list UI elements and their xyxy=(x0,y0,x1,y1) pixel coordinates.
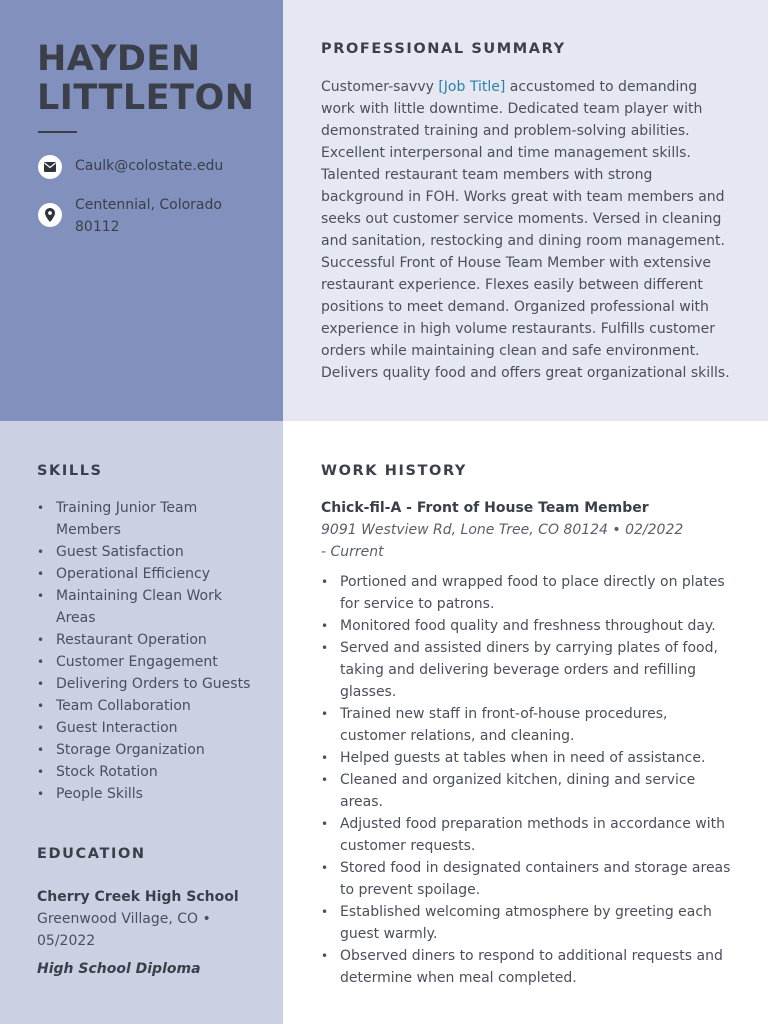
duty-item: • Served and assisted diners by carrying plates of food, taking and delivering beverage orders and refilling glasses. xyxy=(321,637,736,703)
name-divider xyxy=(38,131,77,133)
duty-item: • Portioned and wrapped food to place directly on plates for service to patrons. xyxy=(321,571,736,615)
duty-item: • Adjusted food preparation methods in accordance with customer requests. xyxy=(321,813,736,857)
skill-item: • Guest Interaction xyxy=(37,717,262,739)
skill-item: • Team Collaboration xyxy=(37,695,262,717)
degree: High School Diploma xyxy=(37,961,201,977)
education-heading: EDUCATION xyxy=(37,846,146,862)
contact-address xyxy=(38,194,268,238)
duty-item: • Cleaned and organized kitchen, dining and service areas. xyxy=(321,769,736,813)
map-pin-icon xyxy=(38,203,62,227)
work-history-heading: WORK HISTORY xyxy=(321,463,468,479)
skill-item: • Operational Efficiency xyxy=(37,563,262,585)
envelope-icon xyxy=(38,155,62,179)
job-title: Chick-fil-A - Front of House Team Member xyxy=(321,500,649,516)
duty-item: • Established welcoming atmosphere by greeting each guest warmly. xyxy=(321,901,736,945)
candidate-name xyxy=(37,40,255,118)
duty-item: • Observed diners to respond to additional requests and determine when meal completed. xyxy=(321,945,736,989)
first-name: HAYDEN xyxy=(37,39,201,79)
summary-text xyxy=(321,76,731,384)
duty-item: • Monitored food quality and freshness throughout day. xyxy=(321,615,736,637)
skill-item: • Restaurant Operation xyxy=(37,629,262,651)
contact-email xyxy=(38,155,268,179)
school-name: Cherry Creek High School xyxy=(37,889,239,905)
duty-item: • Trained new staff in front-of-house procedures, customer relations, and cleaning. xyxy=(321,703,736,747)
duty-item: • Stored food in designated containers and storage areas to prevent spoilage. xyxy=(321,857,736,901)
school-location-date: Greenwood Village, CO • 05/2022 xyxy=(37,911,211,949)
skill-item: • Customer Engagement xyxy=(37,651,262,673)
last-name: LITTLETON xyxy=(37,78,255,118)
job-title-placeholder: [Job Title] xyxy=(438,79,506,95)
skill-item: • People Skills xyxy=(37,783,262,805)
summary-text-lead: Customer-savvy xyxy=(321,79,439,95)
skill-item: • Training Junior Team Members xyxy=(37,497,262,541)
summary-heading: PROFESSIONAL SUMMARY xyxy=(321,41,566,57)
duty-item: • Helped guests at tables when in need of assistance. xyxy=(321,747,736,769)
skill-item: • Delivering Orders to Guests xyxy=(37,673,262,695)
skill-item: • Storage Organization xyxy=(37,739,262,761)
skills-list xyxy=(37,497,262,805)
job-duties-list xyxy=(321,571,736,989)
summary-text-body: accustomed to demanding work with little downtime. Dedicated team player with demonstrated training and problem-solving abilities. Excellent interpersonal and time management skills. Talented restaurant team members with strong background in FOH. Works great with team members and seeks out customer service moments. Versed in cleaning and sanitation, restocking and dining room management. Successful Front of House Team Member with extensive restaurant experience. Flexes easily between different positions to meet demand. Organized professional with experience in high volume restaurants. Fulfills customer orders while maintaining clean and safe environment. Delivers quality food and offers great organizational skills. xyxy=(321,79,730,381)
skill-item: • Guest Satisfaction xyxy=(37,541,262,563)
address-text: Centennial, Colorado 80112 xyxy=(75,197,222,235)
skills-heading: SKILLS xyxy=(37,463,103,479)
skill-item: • Maintaining Clean Work Areas xyxy=(37,585,262,629)
email-link[interactable]: Caulk@colostate.edu xyxy=(75,158,224,174)
job-location-dates: 9091 Westview Rd, Lone Tree, CO 80124 • 02/2022 - Current xyxy=(321,522,684,560)
skill-item: • Stock Rotation xyxy=(37,761,262,783)
